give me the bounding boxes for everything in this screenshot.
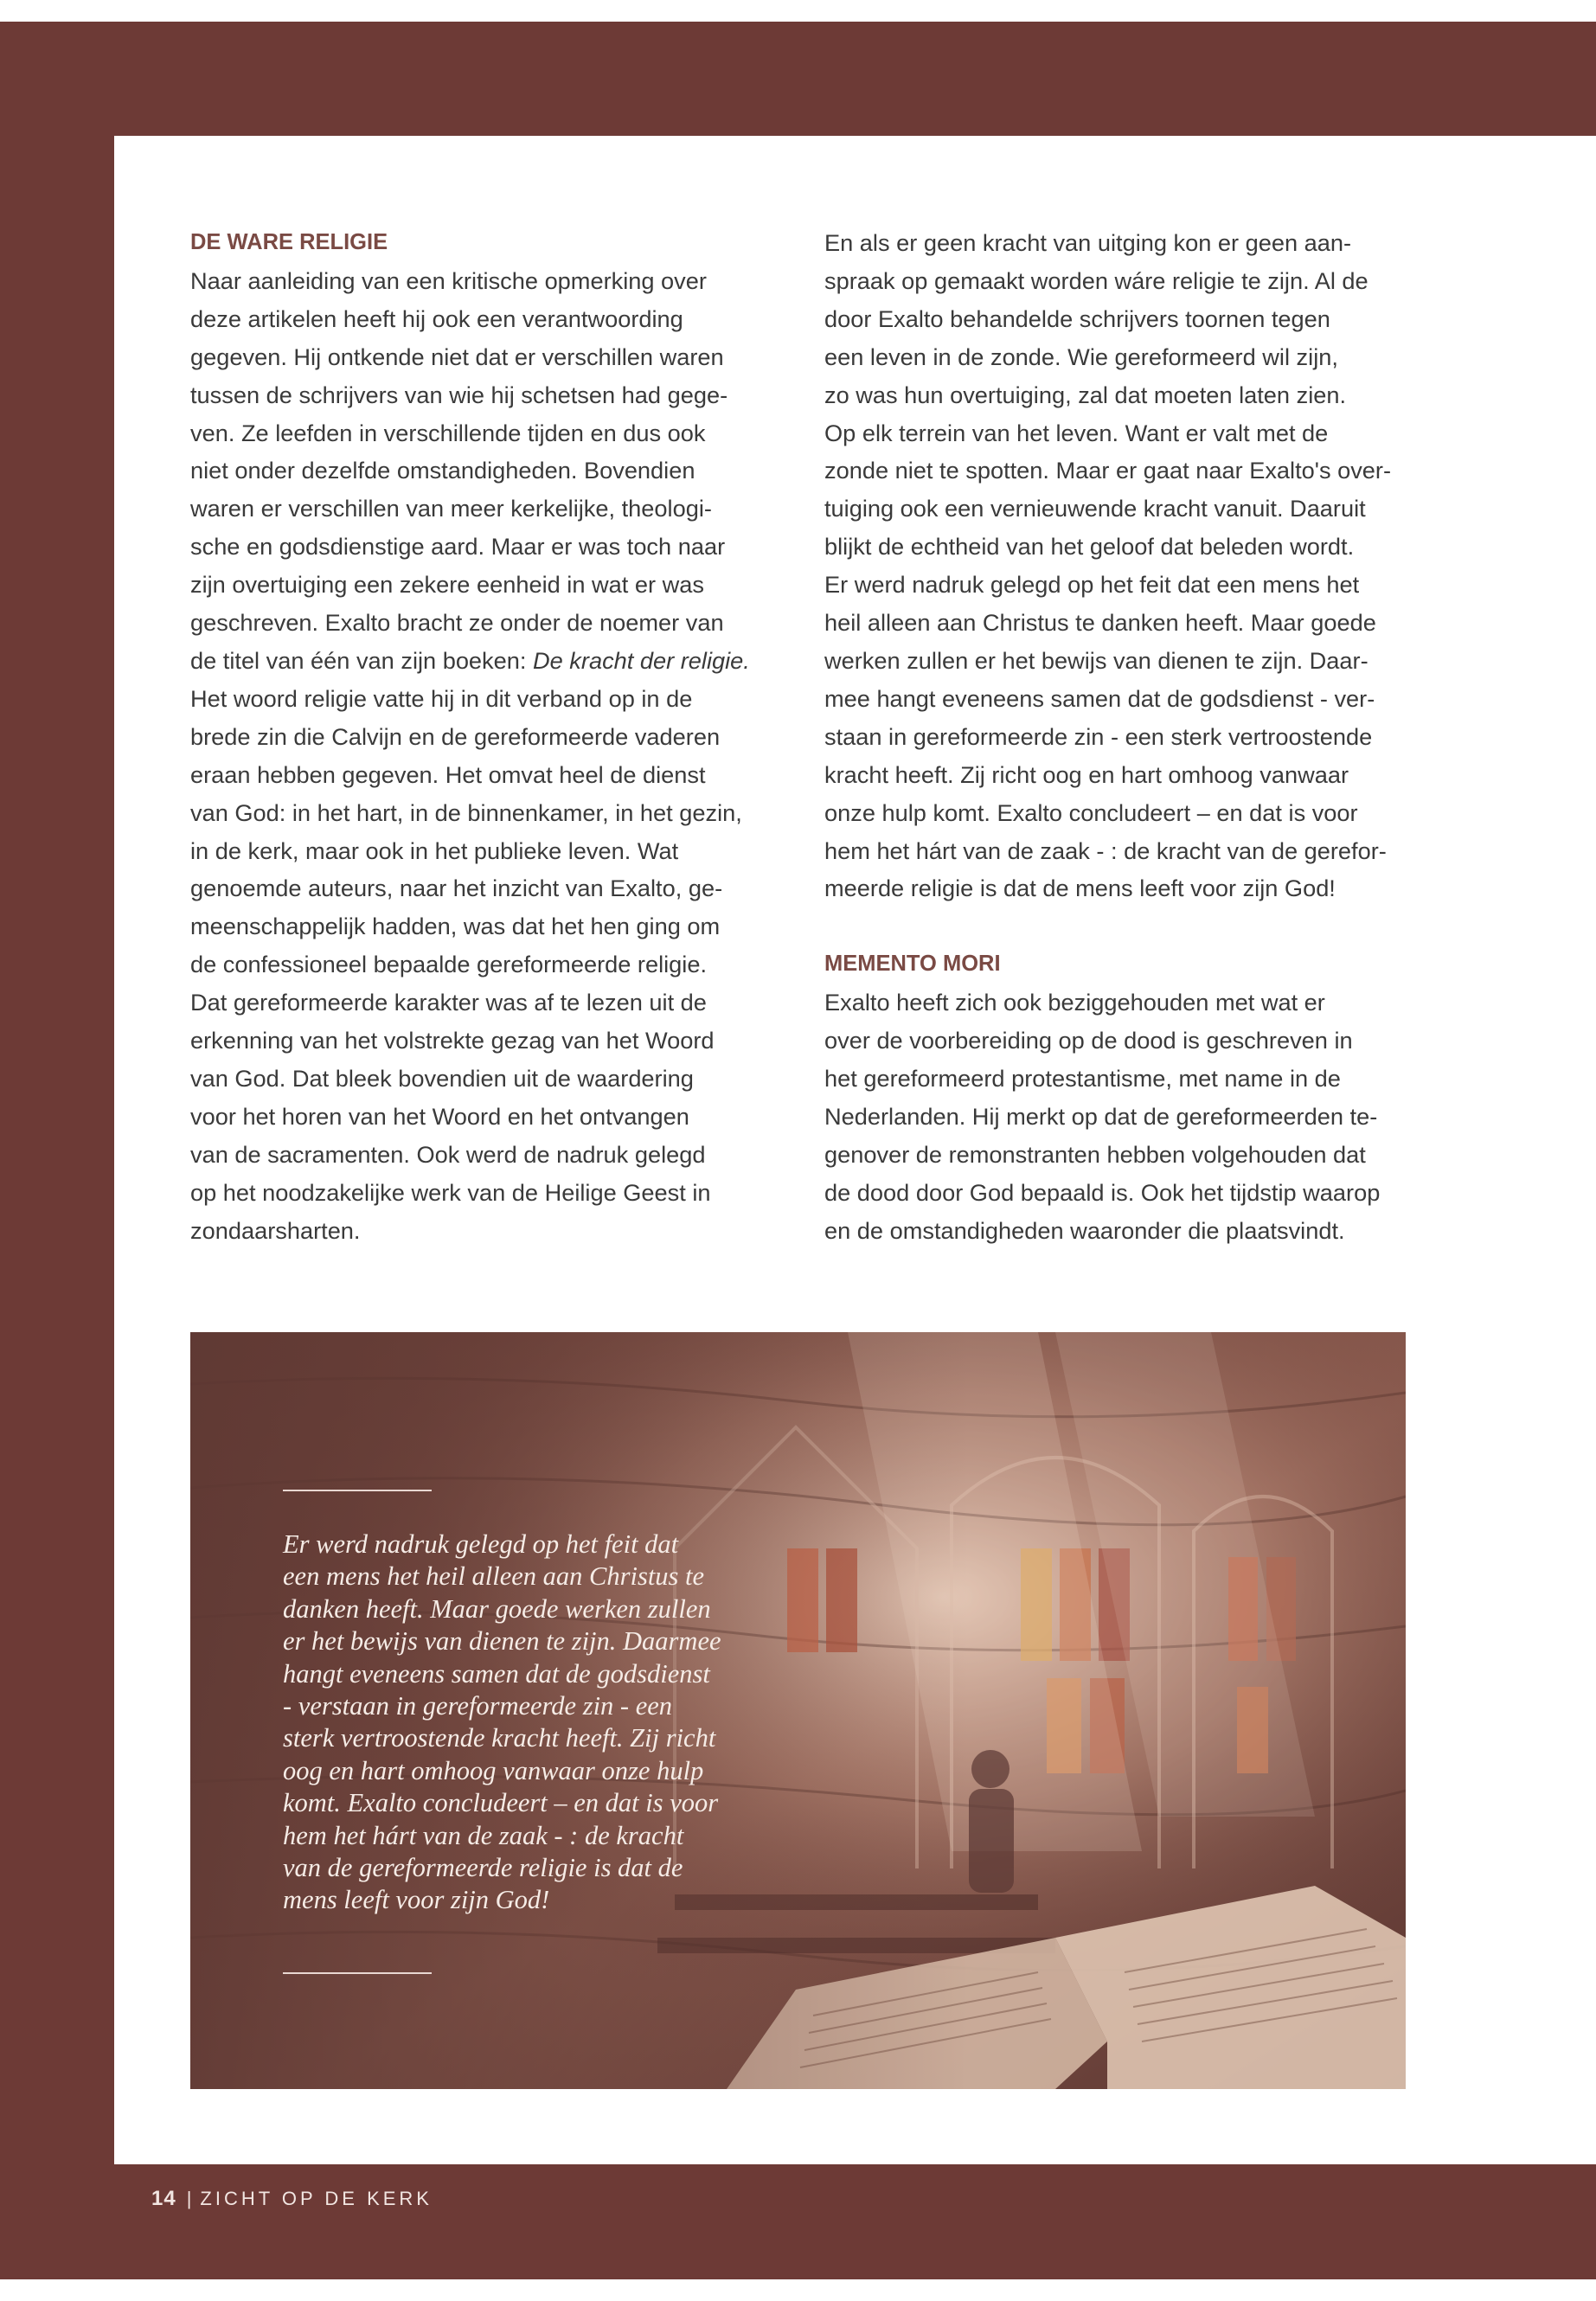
body-line: En als er geen kracht van uitging kon er geen aan-	[824, 229, 1352, 256]
body-line: werken zullen er het bewijs van dienen te zijn. Daar-	[824, 646, 1368, 674]
body-line: geschreven. Exalto bracht ze onder de noemer van	[190, 609, 724, 637]
body-line: meenschappelijk hadden, was dat het hen ging om	[190, 913, 721, 940]
body-line: hem het hárt van de zaak - : de kracht van de gerefor-	[824, 836, 1387, 864]
quote-rule-bottom	[283, 1972, 432, 1974]
quote-line: - verstaan in gereformeerde zin - een	[283, 1691, 673, 1721]
body-line: tuiging ook een vernieuwende kracht vanuit. Daaruit	[824, 495, 1366, 522]
body-line: ven. Ze leefden in verschillende tijden en dus ook	[190, 419, 706, 446]
body-line: Het woord religie vatte hij in dit verband op in de	[190, 684, 693, 712]
body-line: staan in gereformeerde zin - een sterk vertroostende	[824, 722, 1373, 750]
body-line: de dood door God bepaald is. Ook het tijdstip waarop	[824, 1178, 1381, 1206]
body-line: meerde religie is dat de mens leeft voor zijn God!	[824, 875, 1336, 902]
body-line: Er werd nadruk gelegd op het feit dat een mens het	[824, 571, 1360, 599]
page-number: 14	[151, 2187, 176, 2210]
body-line: op het noodzakelijke werk van de Heilige Geest in	[190, 1178, 711, 1206]
quote-line: een mens het heil alleen aan Christus te	[283, 1561, 705, 1592]
body-line: gegeven. Hij ontkende niet dat er verschillen waren	[190, 343, 724, 370]
body-line: Dat gereformeerde karakter was af te lezen uit de	[190, 989, 707, 1016]
quote-rule-top	[283, 1490, 432, 1491]
paragraph-gap	[824, 907, 1413, 945]
body-line: het gereformeerd protestantisme, met name in de	[824, 1064, 1341, 1092]
body-line: van God. Dat bleek bovendien uit de waardering	[190, 1064, 694, 1092]
body-line: Nederlanden. Hij merkt op dat de gereformeerden te-	[824, 1102, 1378, 1130]
body-line: Naar aanleiding van een kritische opmerking over	[190, 266, 707, 294]
body-line: een leven in de zonde. Wie gereformeerd wil zijn,	[824, 343, 1338, 370]
body-line: tussen de schrijvers van wie hij schetsen had gege-	[190, 381, 728, 408]
body-line: mee hangt eveneens samen dat de godsdienst - ver-	[824, 684, 1375, 712]
right-column	[824, 224, 1413, 1249]
quote-line: komt. Exalto concludeert – en dat is voor	[283, 1788, 719, 1818]
body-line: Exalto heeft zich ook beziggehouden met wat er	[824, 989, 1325, 1016]
body-line: in de kerk, maar ook in het publieke leven. Wat	[190, 836, 679, 864]
footer-separator: |	[186, 2188, 192, 2209]
body-line: de confessioneel bepaalde gereformeerde religie.	[190, 951, 708, 978]
body-line: over de voorbereiding op de dood is geschreven in	[824, 1027, 1353, 1054]
body-line: heil alleen aan Christus te danken heeft. Maar goede	[824, 609, 1376, 637]
body-line: blijkt de echtheid van het geloof dat beleden wordt.	[824, 533, 1355, 561]
body-line: Op elk terrein van het leven. Want er valt met de	[824, 419, 1329, 446]
section-heading-memento-mori: MEMENTO MORI	[824, 952, 1001, 977]
body-line: van de sacramenten. Ook werd de nadruk gelegd	[190, 1140, 706, 1168]
body-line: deze artikelen heeft hij ook een verantwoording	[190, 304, 683, 332]
body-line: voor het horen van het Woord en het ontvangen	[190, 1102, 689, 1130]
body-line: brede zin die Calvijn en de gereformeerde vaderen	[190, 722, 721, 750]
quote-line: Er werd nadruk gelegd op het feit dat	[283, 1529, 679, 1559]
quote-line: oog en hart omhoog vanwaar onze hulp	[283, 1755, 704, 1785]
book-line-prefix: de titel van één van zijn boeken:	[190, 646, 533, 674]
body-line: spraak op gemaakt worden wáre religie te zijn. Al de	[824, 266, 1368, 294]
pull-quote	[283, 1529, 767, 1917]
body-line: erkenning van het volstrekte gezag van het Woord	[190, 1027, 715, 1054]
body-line: zonde niet te spotten. Maar er gaat naar Exalto's over-	[824, 457, 1392, 484]
left-column	[190, 224, 779, 1249]
body-line: niet onder dezelfde omstandigheden. Bovendien	[190, 457, 695, 484]
body-line: kracht heeft. Zij richt oog en hart omhoog vanwaar	[824, 760, 1349, 788]
quote-line: hangt eveneens samen dat de godsdienst	[283, 1658, 710, 1689]
body-line: door Exalto behandelde schrijvers toornen tegen	[824, 304, 1330, 332]
quote-line: van de gereformeerde religie is dat de	[283, 1853, 683, 1883]
page-footer	[151, 2187, 433, 2211]
quote-line: hem het hárt van de zaak - : de kracht	[283, 1820, 684, 1850]
body-line: genoemde auteurs, naar het inzicht van Exalto, ge-	[190, 875, 723, 902]
quote-line: danken heeft. Maar goede werken zullen	[283, 1593, 711, 1624]
body-line: onze hulp komt. Exalto concludeert – en dat is voor	[824, 798, 1358, 826]
body-line: zo was hun overtuiging, zal dat moeten laten zien.	[824, 381, 1347, 408]
body-line: genover de remonstranten hebben volgehouden dat	[824, 1140, 1366, 1168]
quote-line: mens leeft voor zijn God!	[283, 1885, 550, 1915]
body-line: zijn overtuiging een zekere eenheid in wat er was	[190, 571, 704, 599]
quote-line: er het bewijs van dienen te zijn. Daarmee	[283, 1626, 721, 1657]
body-line: zondaarsharten.	[190, 1216, 361, 1244]
body-line: sche en godsdienstige aard. Maar er was toch naar	[190, 533, 726, 561]
section-heading-de-ware-religie: DE WARE RELIGIE	[190, 230, 388, 254]
magazine-name: ZICHT OP DE KERK	[200, 2188, 433, 2209]
book-title: De kracht der religie.	[533, 646, 750, 674]
body-line-book-title	[190, 642, 779, 680]
body-line: waren er verschillen van meer kerkelijke, theologi-	[190, 495, 712, 522]
body-line: en de omstandigheden waaronder die plaatsvindt.	[824, 1216, 1345, 1244]
quote-line: sterk vertroostende kracht heeft. Zij richt	[283, 1723, 716, 1753]
body-line: eraan hebben gegeven. Het omvat heel de dienst	[190, 760, 706, 788]
body-line: van God: in het hart, in de binnenkamer, in het gezin,	[190, 798, 742, 826]
